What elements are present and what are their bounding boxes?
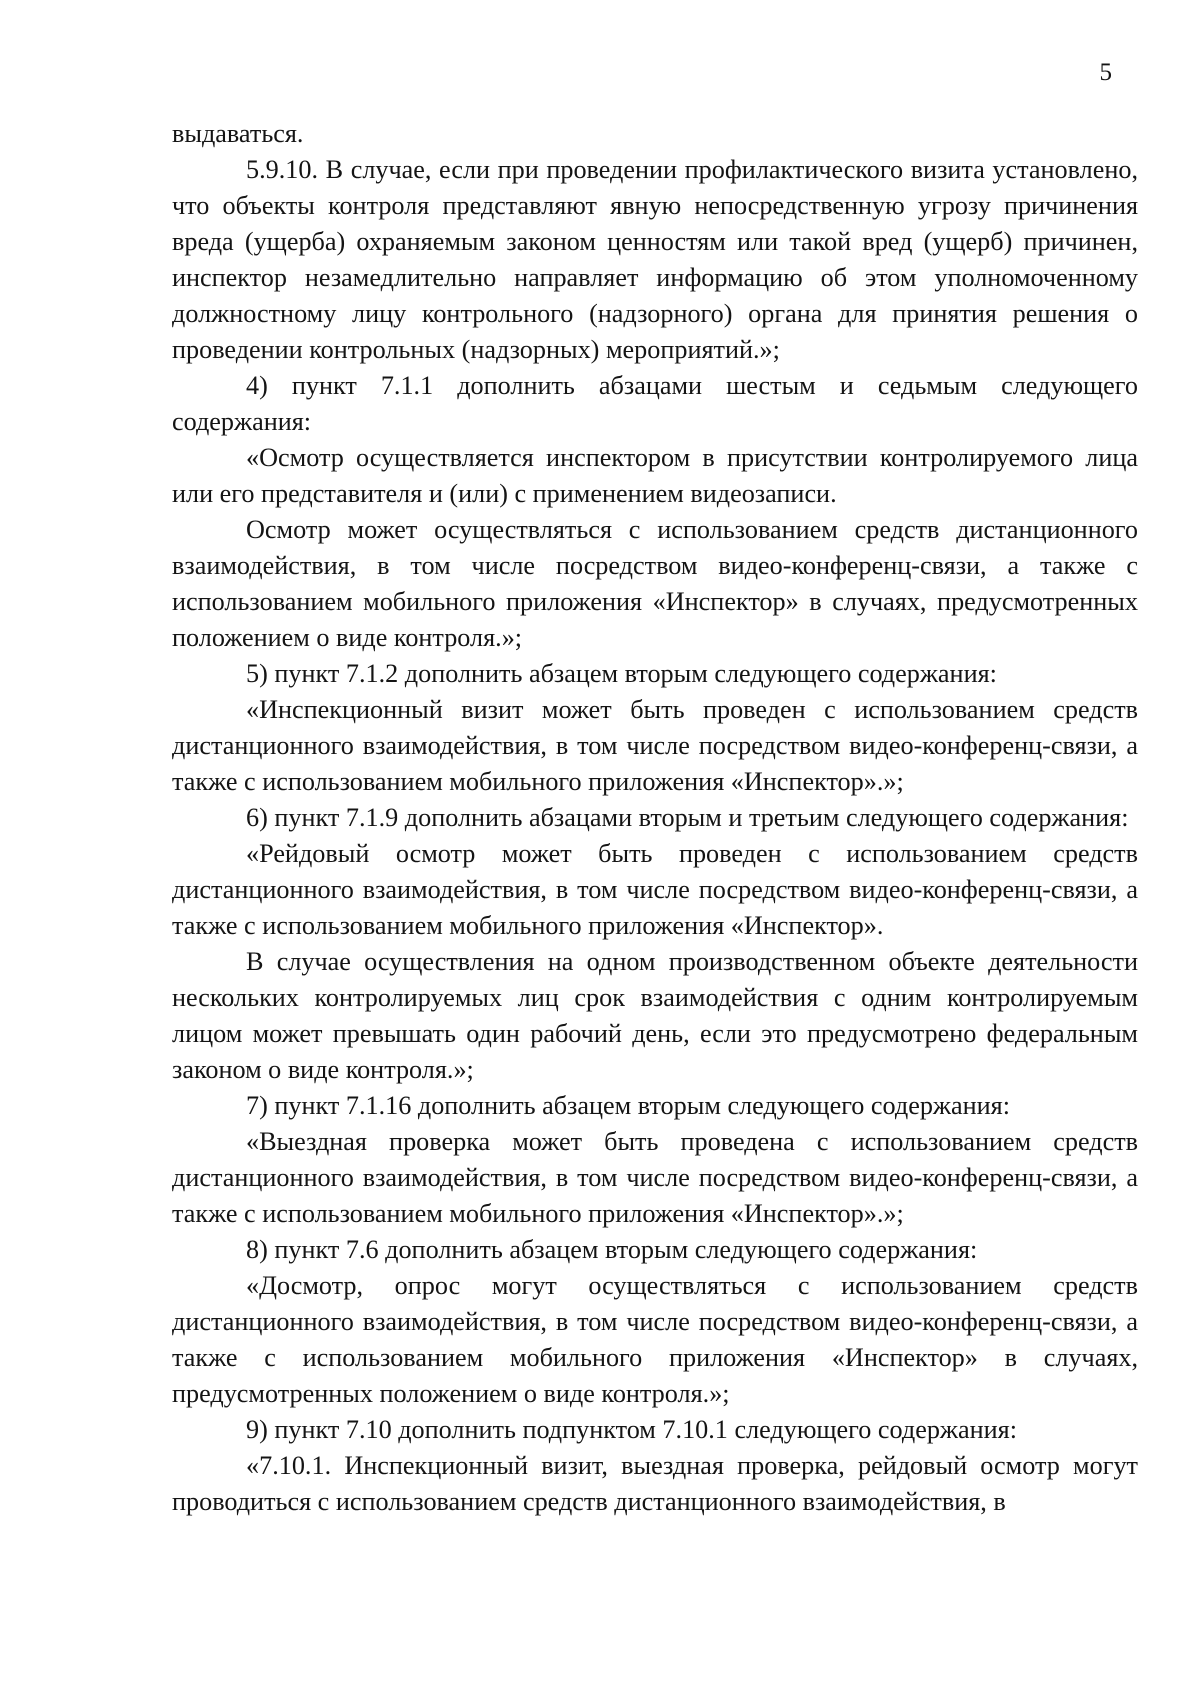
paragraph-multiple-controlled-persons: В случае осуществления на одном производственном объекте деятельности нескольких контролируемых лиц срок взаимодействия с одним контролируемым лицом может превышать один рабочий день, если это предусмотрено федеральным законом о виде контроля.»; [172, 947, 1138, 1084]
page-number: 5 [1099, 59, 1112, 86]
paragraph-quote-7-10-1: «7.10.1. Инспекционный визит, выездная проверка, рейдовый осмотр могут проводиться с использованием средств дистанционного взаимодействия, в [172, 1451, 1138, 1516]
paragraph-osmotr-remote: Осмотр может осуществляться с использованием средств дистанционного взаимодействия, в том числе посредством видео-конференц-связи, а также с использованием мобильного приложения «Инспектор» в случаях, предусмотренных положением о виде контроля.»; [172, 515, 1138, 652]
paragraph-item-9: 9) пункт 7.10 дополнить подпунктом 7.10.1 следующего содержания: [246, 1415, 1017, 1444]
paragraph-continuation: выдаваться. [172, 119, 304, 148]
paragraph-quote-inspection-osmotr: «Осмотр осуществляется инспектором в присутствии контролируемого лица или его представителя и (или) с применением видеозаписи. [172, 443, 1138, 508]
paragraph-item-5: 5) пункт 7.1.2 дополнить абзацем вторым следующего содержания: [246, 659, 997, 688]
paragraph-quote-search-survey: «Досмотр, опрос могут осуществляться с использованием средств дистанционного взаимодействия, в том числе посредством видео-конференц-связи, а также с использованием мобильного приложения «Инспектор» в случаях, предусмотренных положением о виде контроля.»; [172, 1271, 1138, 1408]
document-body [172, 116, 1138, 1520]
paragraph-quote-raid-inspection: «Рейдовый осмотр может быть проведен с использованием средств дистанционного взаимодействия, в том числе посредством видео-конференц-связи, а также с использованием мобильного приложения «Инспектор». [172, 839, 1138, 940]
paragraph-item-8: 8) пункт 7.6 дополнить абзацем вторым следующего содержания: [246, 1235, 978, 1264]
paragraph-quote-field-check: «Выездная проверка может быть проведена с использованием средств дистанционного взаимодействия, в том числе посредством видео-конференц-связи, а также с использованием мобильного приложения «Инспектор».»; [172, 1127, 1138, 1228]
paragraph-item-6: 6) пункт 7.1.9 дополнить абзацами вторым и третьим следующего содержания: [246, 803, 1129, 832]
paragraph-5-9-10: 5.9.10. В случае, если при проведении профилактического визита установлено, что объекты контроля представляют явную непосредственную угрозу причинения вреда (ущерба) охраняемым законом ценностям или такой вред (ущерб) причинен, инспектор незамедлительно направляет информацию об этом уполномоченному должностному лицу контрольного (надзорного) органа для принятия решения о проведении контрольных (надзорных) мероприятий.»; [172, 155, 1138, 364]
paragraph-item-4: 4) пункт 7.1.1 дополнить абзацами шестым и седьмым следующего содержания: [172, 371, 1138, 436]
paragraph-quote-inspection-visit: «Инспекционный визит может быть проведен с использованием средств дистанционного взаимодействия, в том числе посредством видео-конференц-связи, а также с использованием мобильного приложения «Инспектор».»; [172, 695, 1138, 796]
paragraph-item-7: 7) пункт 7.1.16 дополнить абзацем вторым следующего содержания: [246, 1091, 1011, 1120]
